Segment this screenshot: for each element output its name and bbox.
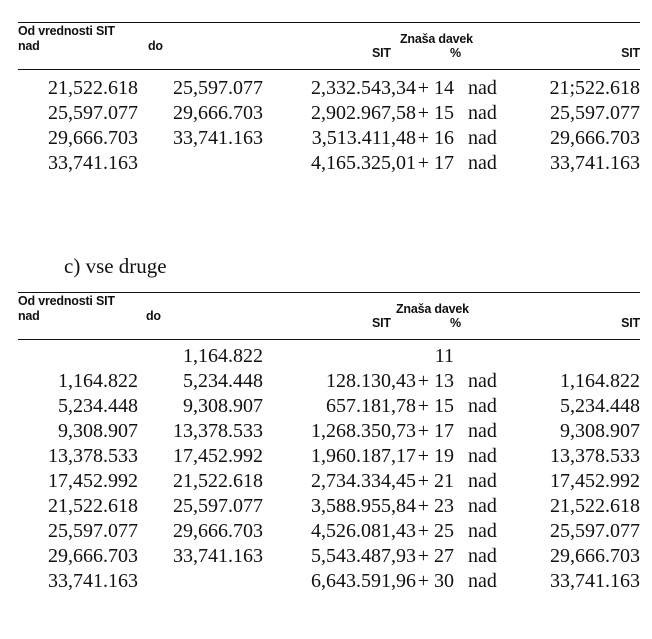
cell-over: 21,522.618: [48, 77, 138, 99]
cell-to: 33,741.163: [173, 127, 263, 149]
cell-over-sit: 21,522.618: [550, 495, 640, 517]
cell-over-sit: 1,164.822: [560, 370, 640, 392]
cell-percent: + 16: [417, 127, 454, 149]
cell-over-prefix: nad: [468, 520, 497, 542]
cell-to: 29,666.703: [173, 102, 263, 124]
cell-over-sit: 21;522.618: [549, 77, 640, 99]
tax-table-1: [18, 22, 640, 192]
header-percent: %: [450, 316, 461, 330]
header-to: do: [148, 39, 163, 53]
cell-over: 21,522.618: [48, 495, 138, 517]
cell-percent: + 21: [417, 470, 454, 492]
cell-over: 25,597.077: [48, 102, 138, 124]
cell-over-sit: 25,597.077: [550, 520, 640, 542]
cell-over-prefix: nad: [468, 152, 497, 174]
cell-to: 33,741.163: [173, 545, 263, 567]
cell-percent: + 19: [417, 445, 454, 467]
header-percent: %: [450, 46, 461, 60]
cell-percent-value: 15: [434, 395, 454, 417]
cell-tax-sit: 657.181,78: [326, 395, 416, 417]
cell-tax-sit: 4,526.081,43: [311, 520, 416, 542]
cell-over: 33,741.163: [48, 152, 138, 174]
cell-over-sit: 17,452.992: [550, 470, 640, 492]
cell-over-prefix: nad: [468, 102, 497, 124]
header-over: nad: [18, 39, 40, 53]
cell-to: 21,522.618: [173, 470, 263, 492]
cell-over: 13,378.533: [48, 445, 138, 467]
cell-over: 17,452.992: [48, 470, 138, 492]
cell-over: 1,164.822: [58, 370, 138, 392]
cell-over: 29,666.703: [48, 127, 138, 149]
cell-percent-value: 16: [434, 127, 454, 149]
header-bottom-rule: [18, 339, 640, 340]
cell-percent: + 14: [417, 77, 454, 99]
cell-to: 13,378.533: [173, 420, 263, 442]
cell-over-prefix: nad: [468, 77, 497, 99]
header-to: do: [146, 309, 161, 323]
cell-over: 25,597.077: [48, 520, 138, 542]
cell-percent-value: 30: [434, 570, 454, 592]
header-sit: SIT: [372, 46, 391, 60]
cell-tax-sit: 3,513.411,48: [311, 127, 416, 149]
cell-percent: + 17: [417, 420, 454, 442]
cell-over-prefix: nad: [468, 495, 497, 517]
cell-percent-value: 14: [434, 77, 454, 99]
cell-tax-sit: 6,643.591,96: [311, 570, 416, 592]
cell-over-sit: 29,666.703: [550, 545, 640, 567]
cell-percent: + 30: [417, 570, 454, 592]
cell-tax-sit: 4,165.325,01: [311, 152, 416, 174]
header-tax-amount: Znaša davek: [400, 32, 473, 46]
header-sit-right: SIT: [621, 46, 640, 60]
cell-over: 9,308.907: [58, 420, 138, 442]
cell-percent: + 15: [417, 102, 454, 124]
cell-over-sit: 13,378.533: [550, 445, 640, 467]
cell-over-prefix: nad: [468, 370, 497, 392]
cell-percent-value: 13: [434, 370, 454, 392]
cell-percent-value: 15: [434, 102, 454, 124]
cell-to: 25,597.077: [173, 77, 263, 99]
table-top-rule: [18, 22, 640, 23]
cell-percent: [435, 346, 454, 366]
cell-tax-sit: 1,268.350,73: [311, 420, 416, 442]
cell-percent: + 13: [417, 370, 454, 392]
cell-percent: + 15: [417, 395, 454, 417]
cell-over: 5,234.448: [58, 395, 138, 417]
table-top-rule: [18, 292, 640, 293]
cell-percent-value: 27: [434, 545, 454, 567]
cell-tax-sit: 2,902.967,58: [311, 102, 416, 124]
header-sit-right: SIT: [621, 316, 640, 330]
header-bottom-rule: [18, 69, 640, 70]
header-over: nad: [18, 309, 40, 323]
header-tax-amount: Znaša davek: [396, 302, 469, 316]
cell-over-prefix: nad: [468, 470, 497, 492]
cell-tax-sit: 5,543.487,93: [311, 545, 416, 567]
header-sit: SIT: [372, 316, 391, 330]
cell-over-sit: 5,234.448: [560, 395, 640, 417]
cell-percent-value: 21: [434, 470, 454, 492]
cell-over-sit: 29,666.703: [550, 127, 640, 149]
cell-over: 33,741.163: [48, 570, 138, 592]
cell-over-prefix: nad: [468, 570, 497, 592]
cell-tax-sit: 2,332.543,34: [311, 77, 416, 99]
cell-over-sit: 33,741.163: [550, 570, 640, 592]
cell-over-sit: 33,741.163: [550, 152, 640, 174]
cell-over-prefix: nad: [468, 395, 497, 417]
cell-percent: + 23: [417, 495, 454, 517]
cell-over-prefix: nad: [468, 420, 497, 442]
cell-percent-value: 17: [434, 420, 454, 442]
cell-to: 17,452.992: [173, 445, 263, 467]
cell-percent-value: 17: [434, 152, 454, 174]
cell-over: 29,666.703: [48, 545, 138, 567]
cell-percent-value: 25: [434, 520, 454, 542]
cell-percent-value: 23: [434, 495, 454, 517]
cell-tax-sit: 3,588.955,84: [311, 495, 416, 517]
cell-tax-sit: 128.130,43: [326, 370, 416, 392]
cell-percent: + 17: [417, 152, 454, 174]
cell-over-prefix: nad: [468, 127, 497, 149]
cell-to: 1,164.822: [183, 345, 263, 367]
tax-table-2: [18, 292, 640, 612]
cell-to: 5,234.448: [183, 370, 263, 392]
cell-over-sit: 9,308.907: [560, 420, 640, 442]
cell-over-sit: 25,597.077: [550, 102, 640, 124]
cell-to: 29,666.703: [173, 520, 263, 542]
cell-percent: + 27: [417, 545, 454, 567]
cell-over-prefix: nad: [468, 545, 497, 567]
cell-to: 9,308.907: [183, 395, 263, 417]
cell-tax-sit: 1,960.187,17: [311, 445, 416, 467]
cell-percent-value: 19: [434, 445, 454, 467]
section-caption: c) vse druge: [64, 254, 167, 278]
header-from-value: Od vrednosti SIT: [18, 294, 115, 308]
cell-tax-sit: 2,734.334,45: [311, 470, 416, 492]
cell-percent-value: 11: [434, 345, 454, 367]
cell-percent: + 25: [417, 520, 454, 542]
header-from-value: Od vrednosti SIT: [18, 24, 115, 38]
cell-to: 25,597.077: [173, 495, 263, 517]
cell-over-prefix: nad: [468, 445, 497, 467]
